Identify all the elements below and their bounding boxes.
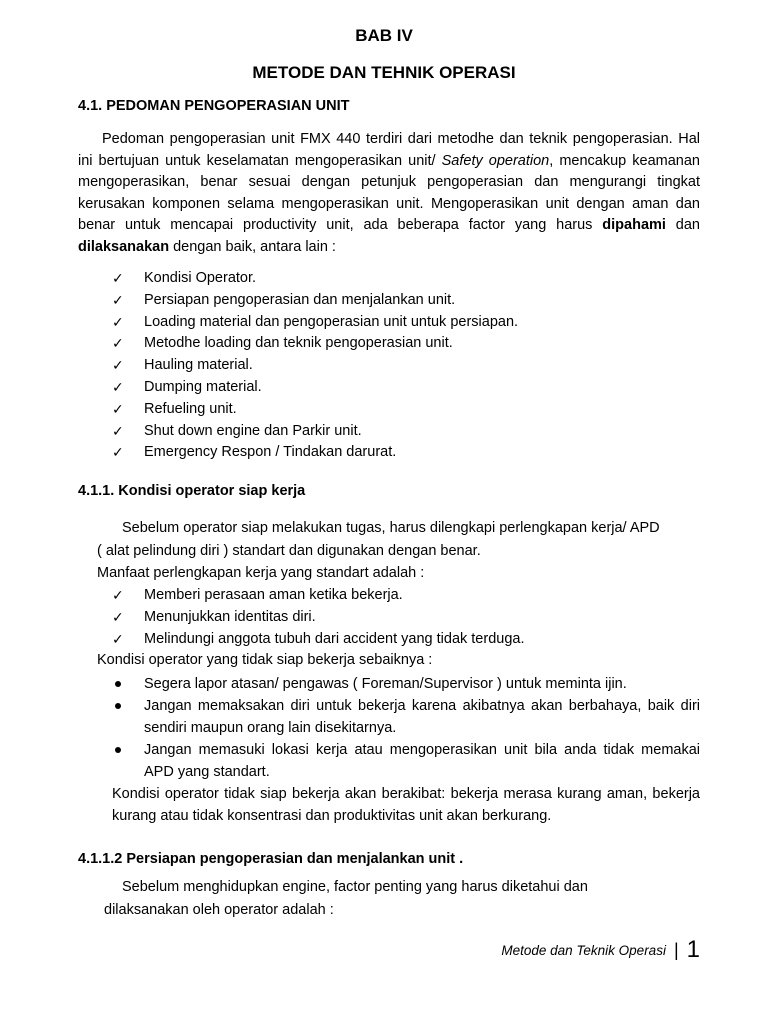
list-item: ✓ Memberi perasaan aman ketika bekerja. [108, 585, 525, 607]
intro-italic: Safety operation [441, 152, 550, 169]
list-item: ✓ Menunjukkan identitas diri. [108, 607, 525, 629]
benefit-checklist [108, 585, 525, 650]
apd-intro-line-2: ( alat pelindung diri ) standart dan digunakan dengan benar. [97, 543, 481, 559]
intro-paragraph [78, 129, 700, 258]
list-item: ✓ Persiapan pengoperasian dan menjalankan unit. [108, 290, 518, 312]
check-icon: ✓ [112, 313, 124, 330]
page-title: METODE DAN TEHNIK OPERASI [252, 63, 516, 82]
list-item: ✓ Melindungi anggota tubuh dari accident yang tidak terduga. [108, 629, 525, 651]
list-item: Jangan memaksakan diri untuk bekerja karena akibatnya akan berbahaya, baik diri sendiri maupun orang lain disekitarnya. [108, 695, 700, 739]
intro-text-c: dan [665, 217, 700, 233]
benefits-intro: Manfaat perlengkapan kerja yang standart adalah : [97, 565, 425, 581]
list-item: ✓ Metodhe loading dan teknik pengoperasian unit. [108, 333, 518, 355]
chapter-label: BAB IV [355, 26, 413, 45]
page-footer [501, 936, 700, 964]
check-icon: ✓ [112, 400, 124, 417]
intro-text-a: Pedoman pengoperasian unit FMX 440 terdiri dari metodhe dan teknik pengoperasian. Hal ini bertujuan untuk keselamatan mengoperasikan unit/ [78, 131, 700, 169]
check-icon: ✓ [112, 608, 124, 625]
page-number: 1 [686, 936, 700, 963]
check-icon: ✓ [112, 270, 124, 286]
list-item: Jangan memasuki lokasi kerja atau mengoperasikan unit bila anda tidak memakai APD yang standart. [108, 739, 700, 783]
check-icon: ✓ [112, 335, 124, 352]
section-heading-4-1: 4.1. PEDOMAN PENGOPERASIAN UNIT [78, 98, 350, 114]
list-item: ✓ Emergency Respon / Tindakan darurat. [108, 442, 518, 464]
check-icon: ✓ [112, 444, 124, 461]
list-item: Segera lapor atasan/ pengawas ( Foreman/Supervisor ) untuk meminta ijin. [108, 673, 700, 695]
check-icon: ✓ [112, 630, 124, 647]
footer-title: Metode dan Teknik Operasi [501, 942, 666, 958]
apd-intro-line: Sebelum operator siap melakukan tugas, harus dilengkapi perlengkapan kerja/ APD [122, 520, 660, 536]
factor-checklist [108, 268, 518, 464]
intro-text-d: dengan baik, antara lain : [169, 238, 336, 255]
bullet-icon [115, 703, 121, 709]
bullet-icon [115, 747, 121, 753]
engine-intro-line-2: dilaksanakan oleh operator adalah : [104, 902, 334, 918]
intro-bold-1: dipahami [602, 217, 666, 233]
check-icon: ✓ [112, 378, 124, 395]
engine-intro-line: Sebelum menghidupkan engine, factor penting yang harus diketahui dan [122, 879, 588, 895]
not-ready-bullets [108, 673, 700, 783]
footer-separator: | [673, 939, 679, 960]
check-icon: ✓ [112, 422, 124, 439]
intro-bold-2: dilaksanakan [78, 238, 170, 255]
check-icon: ✓ [112, 587, 124, 603]
check-icon: ✓ [112, 357, 124, 374]
list-item: ✓ Loading material dan pengoperasian unit untuk persiapan. [108, 312, 518, 334]
not-ready-intro: Kondisi operator yang tidak siap bekerja sebaiknya : [97, 652, 433, 668]
list-item: ✓ Dumping material. [108, 377, 518, 399]
consequence-paragraph: Kondisi operator tidak siap bekerja akan berakibat: bekerja merasa kurang aman, bekerja kurang atau tidak konsentrasi dan produktivitas unit akan berkurang. [112, 786, 700, 824]
intro-text-b: , mencakup keamanan mengoperasikan, benar sesuai dengan petunjuk pengoperasian dan mengurangi tingkat kerusakan komponen selama mengoperasikan unit. Mengoperasikan unit dengan aman dan benar untuk mencapai productivity unit, ada beberapa factor yang harus [78, 152, 701, 233]
list-item: ✓ Refueling unit. [108, 399, 518, 421]
bullet-icon [115, 681, 121, 687]
list-item: ✓ Kondisi Operator. [108, 268, 518, 290]
section-heading-4-1-1-2: 4.1.1.2 Persiapan pengoperasian dan menjalankan unit . [78, 851, 464, 867]
list-item: ✓ Hauling material. [108, 355, 518, 377]
list-item: ✓ Shut down engine dan Parkir unit. [108, 421, 518, 443]
check-icon: ✓ [112, 291, 124, 308]
section-heading-4-1-1: 4.1.1. Kondisi operator siap kerja [78, 483, 306, 499]
